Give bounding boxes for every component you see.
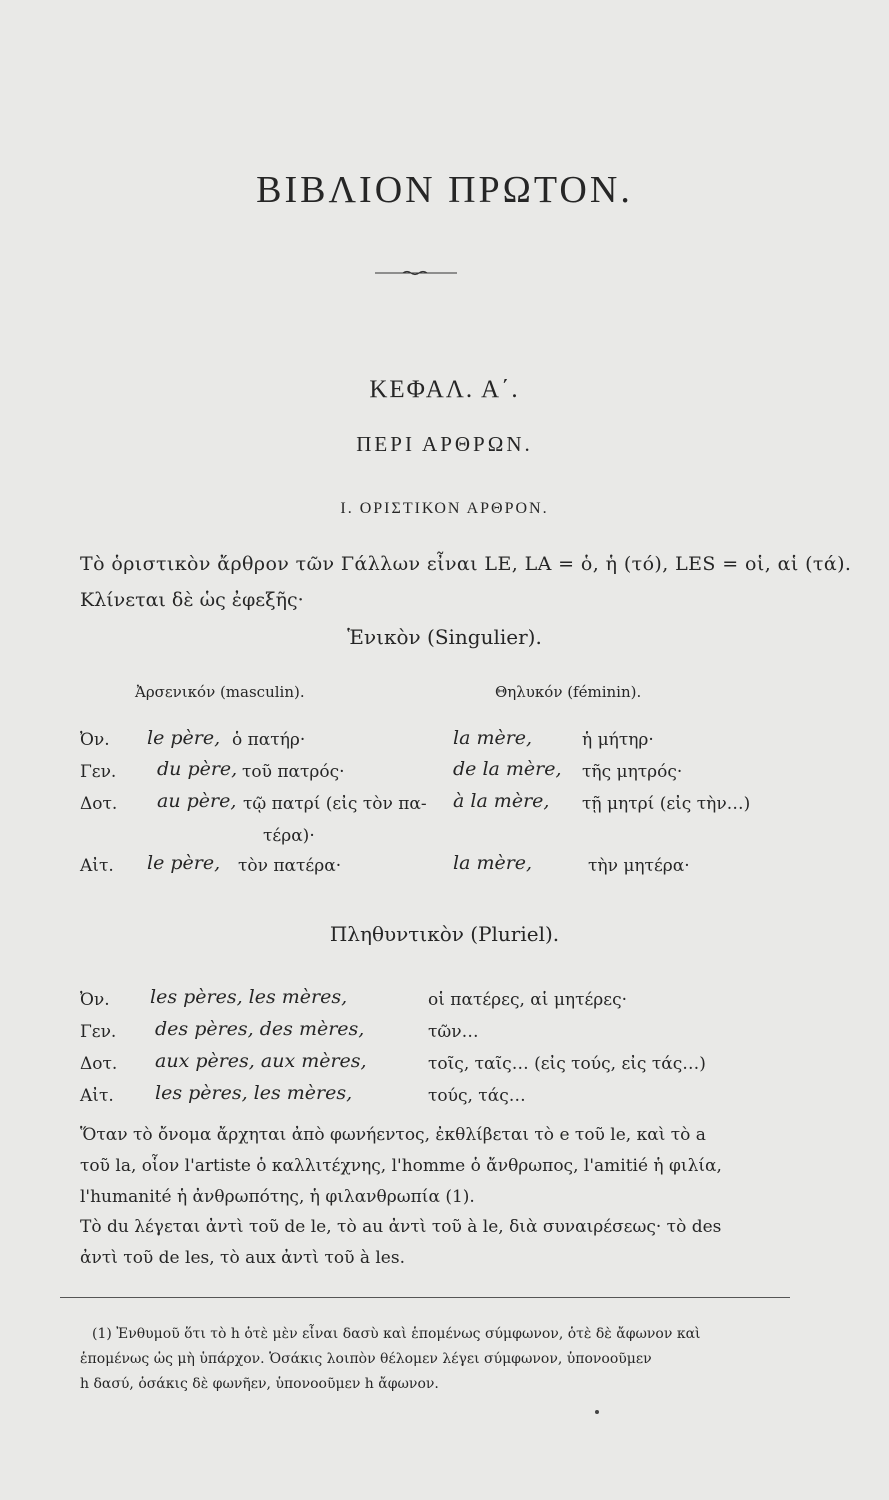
- paragraph-line: Τὸ du λέγεται ἀντὶ τοῦ de le, τὸ au ἀντὶ τοῦ à le, διὰ συναιρέσεως· τὸ des: [80, 1217, 722, 1237]
- french-plural: les pères, les mères,: [150, 986, 348, 1008]
- ink-speck: [595, 1410, 599, 1414]
- paragraph-line: ἀντὶ τοῦ de les, τὸ aux ἀντὶ τοῦ à les.: [80, 1248, 405, 1268]
- chapter-heading: ΚΕΦΑΛ. Α΄.: [369, 376, 520, 403]
- paragraph-line: τοῦ la, οἷον l'artiste ὁ καλλιτέχνης, l'homme ὁ ἄνθρωπος, l'amitié ἡ φιλία,: [80, 1156, 722, 1176]
- greek-feminine: ἡ μήτηρ·: [582, 730, 654, 750]
- greek-plural: τούς, τάς…: [428, 1086, 526, 1106]
- subsection-heading: I. ΟΡΙΣΤΙΚΟΝ ΑΡΘΡΟΝ.: [340, 500, 549, 517]
- greek-masculine: τῷ πατρί (εἰς τὸν πα-: [243, 794, 427, 814]
- case-label: Γεν.: [80, 762, 117, 782]
- french-masculine: le père,: [147, 852, 221, 874]
- case-label: Αἰτ.: [80, 1086, 114, 1106]
- french-feminine: la mère,: [453, 852, 533, 874]
- greek-plural: τοῖς, ταῖς… (εἰς τούς, εἰς τάς…): [428, 1054, 706, 1074]
- case-label: Ὀν.: [80, 990, 110, 1010]
- french-plural: aux pères, aux mères,: [155, 1050, 367, 1072]
- greek-feminine: τὴν μητέρα·: [588, 856, 690, 876]
- greek-feminine: τῆς μητρός·: [582, 762, 683, 782]
- french-masculine: le père,: [147, 727, 221, 749]
- feminine-column-heading: Θηλυκόν (féminin).: [495, 683, 642, 701]
- french-feminine: de la mère,: [453, 758, 562, 780]
- book-title: ΒΙΒΛΙΟΝ ΠΡΩΤΟΝ.: [256, 169, 633, 211]
- case-label: Δοτ.: [80, 794, 118, 814]
- greek-plural: οἱ πατέρες, αἱ μητέρες·: [428, 990, 628, 1010]
- french-feminine: la mère,: [453, 727, 533, 749]
- greek-masculine: τὸν πατέρα·: [238, 856, 342, 876]
- footnote-divider: [60, 1297, 790, 1298]
- intro-line: Κλίνεται δὲ ὡς ἐφεξῆς·: [80, 589, 304, 611]
- greek-continuation: τέρα)·: [263, 826, 315, 846]
- greek-masculine: ὁ πατήρ·: [232, 730, 306, 750]
- section-heading: ΠΕΡΙ ΑΡΘΡΩΝ.: [356, 432, 533, 456]
- greek-feminine: τῇ μητρί (εἰς τὴν…): [582, 794, 751, 814]
- case-label: Γεν.: [80, 1022, 117, 1042]
- french-masculine: du père,: [157, 758, 238, 780]
- greek-masculine: τοῦ πατρός·: [242, 762, 345, 782]
- french-plural: des pères, des mères,: [155, 1018, 365, 1040]
- singular-heading: Ἑνικὸν (Singulier).: [347, 625, 542, 649]
- masculine-column-heading: Ἀρσενικόν (masculin).: [135, 683, 305, 701]
- footnote-line: (1) Ἐνθυμοῦ ὅτι τὸ h ὁτὲ μὲν εἶναι δασὺ καὶ ἑπομένως σύμφωνον, ὁτὲ δὲ ἄφωνον καὶ: [92, 1326, 701, 1342]
- french-feminine: à la mère,: [453, 790, 550, 812]
- footnote-line: h δασύ, ὁσάκις δὲ φωνῆεν, ὑπονοοῦμεν h ἄφωνον.: [80, 1376, 439, 1392]
- paragraph-line: Ὅταν τὸ ὄνομα ἄρχηται ἀπὸ φωνήεντος, ἐκθλίβεται τὸ e τοῦ le, καὶ τὸ a: [80, 1125, 706, 1145]
- greek-plural: τῶν…: [428, 1022, 479, 1042]
- case-label: Αἰτ.: [80, 856, 114, 876]
- plural-heading: Πληθυντικὸν (Pluriel).: [329, 922, 560, 946]
- footnote-line: ἑπομένως ὡς μὴ ὑπάρχον. Ὁσάκις λοιπὸν θέλομεν λέγει σύμφωνον, ὑπονοοῦμεν: [80, 1351, 652, 1367]
- paragraph-line: l'humanité ἡ ἀνθρωπότης, ἡ φιλανθρωπία (1).: [80, 1187, 475, 1207]
- case-label: Δοτ.: [80, 1054, 118, 1074]
- french-masculine: au père,: [157, 790, 237, 812]
- case-label: Ὀν.: [80, 730, 110, 750]
- french-plural: les pères, les mères,: [155, 1082, 353, 1104]
- ornament-divider: [375, 270, 457, 276]
- intro-line: Τὸ ὁριστικὸν ἄρθρον τῶν Γάλλων εἶναι LE, LA = ὁ, ἡ (τό), LES = οἱ, αἱ (τά).: [80, 553, 852, 575]
